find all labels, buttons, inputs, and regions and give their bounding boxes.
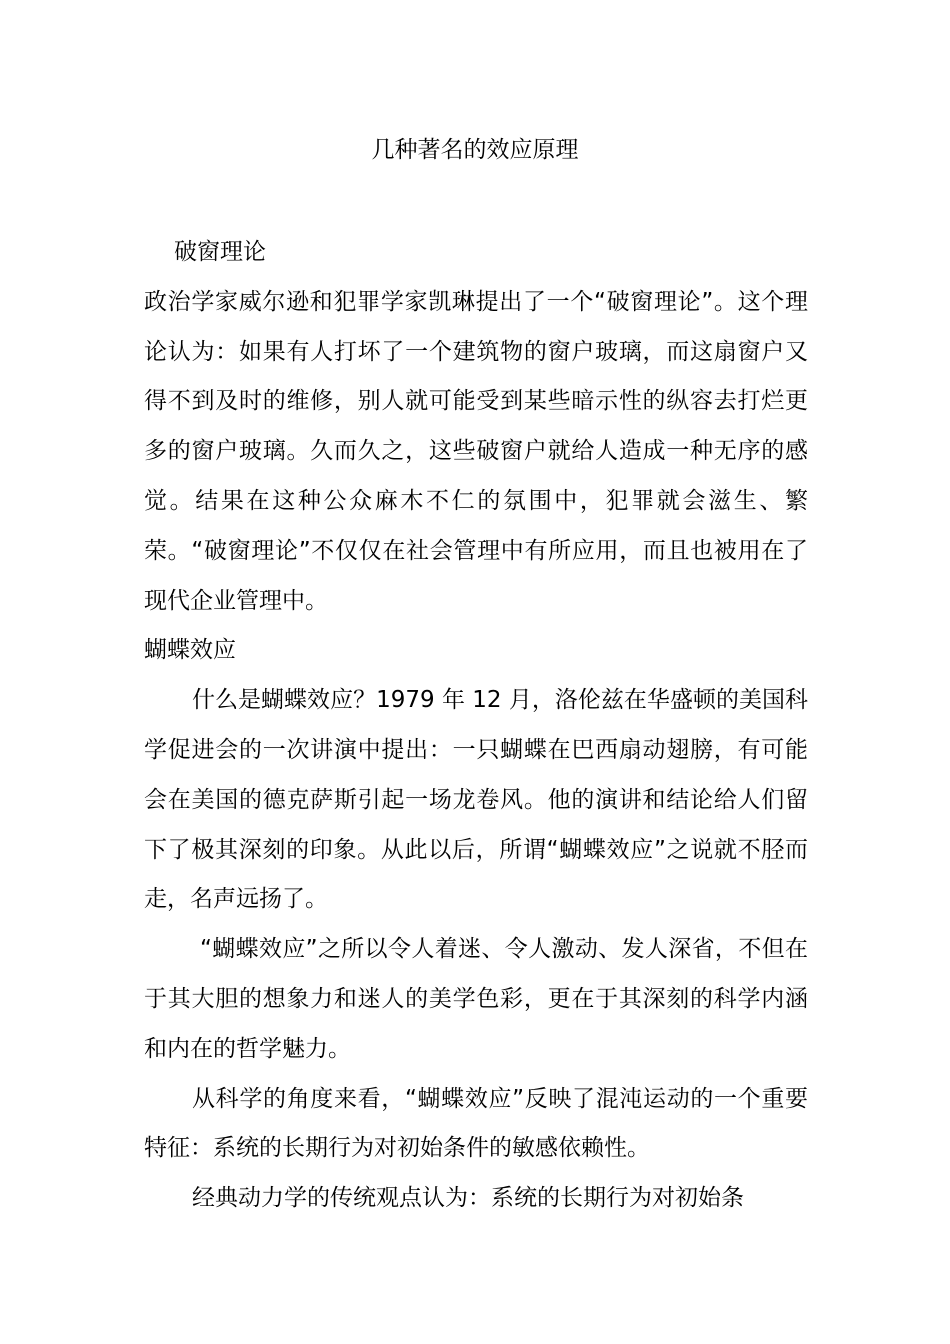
paragraph-butterfly-4: 经典动力学的传统观点认为：系统的长期行为对初始条 (192, 1185, 744, 1212)
paragraph-broken-windows: 政治学家威尔逊和犯罪学家凯琳提出了一个“破窗理论”。这个理论认为：如果有人打坏了一个建筑物的窗户玻璃，而这扇窗户又得不到及时的维修，别人就可能受到某些暗示性的纵容去打烂更多的窗户玻璃。久而久之，这些破窗户就给人造成一种无序的感觉。结果在这种公众麻木不仁的氛围中，犯罪就会滋生、繁荣。“破窗理论”不仅仅在社会管理中有所应用，而且也被用在了现代企业管理中。 (144, 288, 808, 614)
paragraph-butterfly-3: 从科学的角度来看，“蝴蝶效应”反映了混沌运动的一个重要特征：系统的长期行为对初始条件的敏感依赖性。 (144, 1085, 808, 1162)
paragraph-butterfly-2: “蝴蝶效应”之所以令人着迷、令人激动、发人深省，不但在于其大胆的想象力和迷人的美学色彩，更在于其深刻的科学内涵和内在的哲学魅力。 (144, 936, 808, 1062)
document-body (144, 228, 808, 1224)
section-heading-broken-windows: 破窗理论 (174, 239, 266, 265)
section-heading-butterfly-effect: 蝴蝶效应 (144, 637, 236, 664)
document-title: 几种著名的效应原理 (371, 137, 579, 163)
paragraph-butterfly-1: 什么是蝴蝶效应？1979 年 12 月，洛伦兹在华盛顿的美国科学促进会的一次讲演中提出：一只蝴蝶在巴西扇动翅膀，有可能会在美国的德克萨斯引起一场龙卷风。他的演讲和结论给人们留下了极其深刻的印象。从此以后，所谓“蝴蝶效应”之说就不胫而走，名声远扬了。 (144, 687, 808, 913)
